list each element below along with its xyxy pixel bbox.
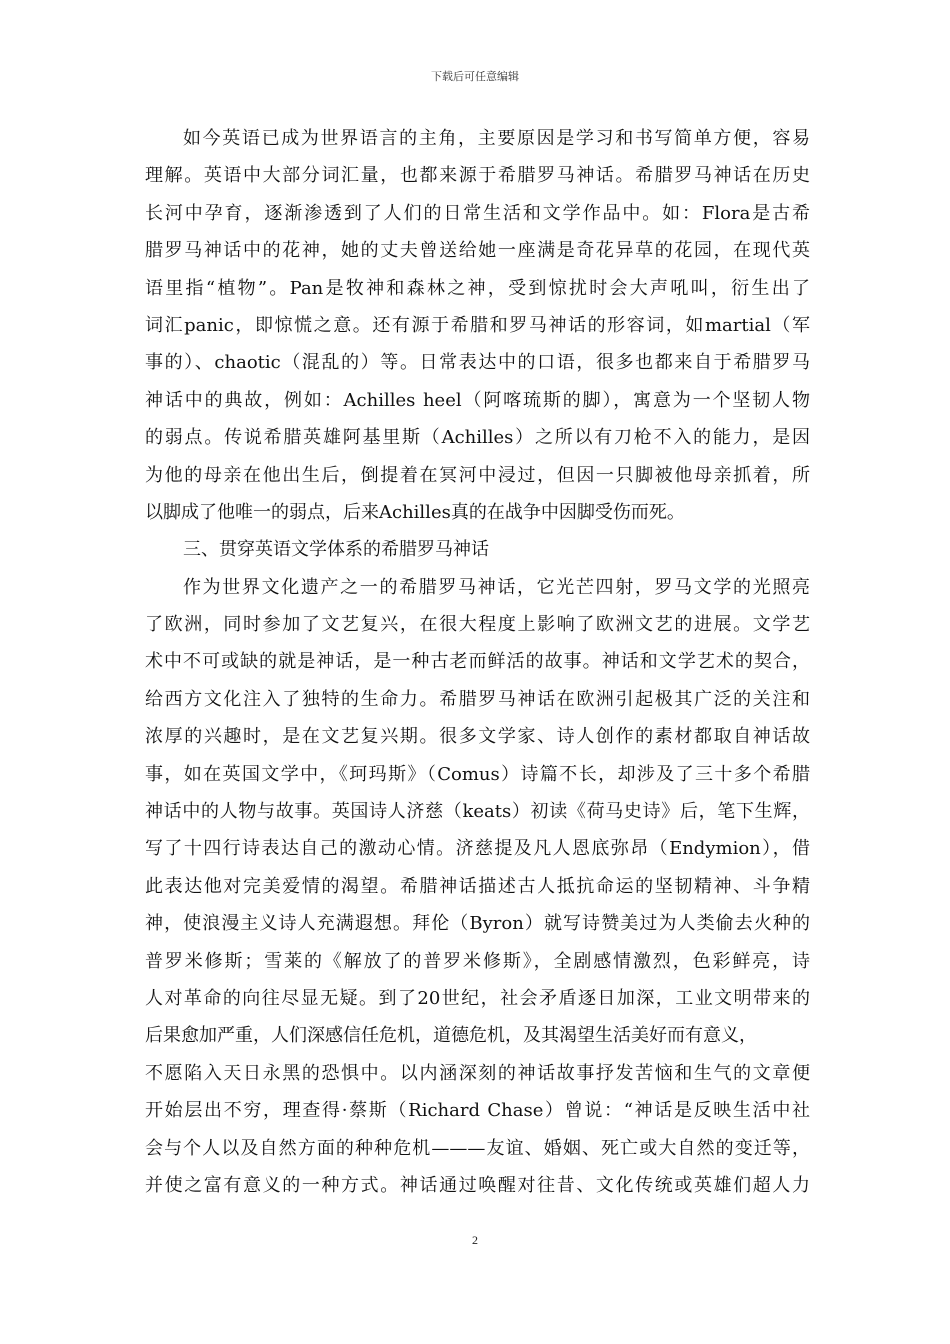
text-line: 以脚成了他唯一的弱点，后来Achilles真的在战争中因脚受伤而死。 — [145, 501, 685, 523]
page-number: 2 — [472, 1233, 478, 1247]
text-line: 神话中的人物与故事。英国诗人济慈（keats）初读《荷马史诗》后，笔下生辉， — [145, 801, 810, 823]
text-line: 神话中的典故，例如：Achilles heel（阿喀琉斯的脚），寓意为一个坚韧人物 — [145, 389, 810, 411]
text-line: 腊罗马神话中的花神，她的丈夫曾送给她一座满是奇花异草的花园，在现代英 — [145, 240, 810, 262]
section-heading: 三、贯穿英语文学体系的希腊罗马神话 — [183, 539, 489, 561]
text-line: 并使之富有意义的一种方式。神话通过唤醒对往昔、文化传统或英雄们超人力 — [145, 1174, 810, 1196]
text-line: 为他的母亲在他出生后，倒提着在冥河中浸过，但因一只脚被他母亲抓着，所 — [145, 464, 810, 486]
text-line: 如今英语已成为世界语言的主角，主要原因是学习和书写简单方便，容易 — [183, 128, 810, 149]
text-line: 神，使浪漫主义诗人充满遐想。拜伦（Byron）就写诗赞美过为人类偷去火种的 — [145, 913, 810, 935]
text-line: 词汇panic，即惊慌之意。还有源于希腊和罗马神话的形容词，如martial（军 — [145, 314, 810, 336]
text-line: 开始层出不穷，理查得·蔡斯（Richard Chase）曾说：“神话是反映生活中社 — [145, 1100, 810, 1122]
text-line: 语里指“植物”。Pan是牧神和森林之神，受到惊扰时会大声吼叫，衍生出了 — [145, 277, 810, 299]
page-header: 下载后可任意编辑 — [431, 70, 519, 83]
text-line: 普罗米修斯；雪莱的《解放了的普罗米修斯》，全剧感情激烈，色彩鲜亮，诗 — [145, 950, 810, 972]
text-line: 事，如在英国文学中，《珂玛斯》（Comus）诗篇不长，却涉及了三十多个希腊 — [145, 763, 810, 785]
text-line: 会与个人以及自然方面的种种危机———友谊、婚姻、死亡或大自然的变迁等， — [145, 1137, 810, 1159]
text-line: 了欧洲，同时参加了文艺复兴，在很大程度上影响了欧洲文艺的进展。文学艺 — [145, 614, 810, 636]
text-line: 写了十四行诗表达自己的激动心情。济慈提及凡人恩底弥昂（Endymion），借 — [145, 838, 810, 860]
text-line: 的弱点。传说希腊英雄阿基里斯（Achilles）之所以有刀枪不入的能力，是因 — [145, 427, 810, 449]
text-line: 作为世界文化遗产之一的希腊罗马神话，它光芒四射，罗马文学的光照亮 — [183, 576, 810, 598]
document-body — [145, 120, 810, 1204]
text-line: 长河中孕育，逐渐渗透到了人们的日常生活和文学作品中。如：Flora是古希 — [145, 202, 810, 224]
text-line: 后果愈加严重，人们深感信任危机，道德危机，及其渴望生活美好而有意义， — [145, 1025, 757, 1047]
text-line: 理解。英语中大部分词汇量，也都来源于希腊罗马神话。希腊罗马神话在历史 — [145, 165, 810, 187]
text-line: 不愿陷入天日永黑的恐惧中。以内涵深刻的神话故事抒发苦恼和生气的文章便 — [145, 1062, 810, 1084]
text-line: 术中不可或缺的就是神话，是一种古老而鲜活的故事。神话和文学艺术的契合， — [145, 651, 810, 673]
text-line: 此表达他对完美爱情的渴望。希腊神话描述古人抵抗命运的坚韧精神、斗争精 — [145, 875, 810, 897]
text-line: 人对革命的向往尽显无疑。到了20世纪，社会矛盾逐日加深，工业文明带来的 — [145, 987, 810, 1009]
text-line: 浓厚的兴趣时，是在文艺复兴期。很多文学家、诗人创作的素材都取自神话故 — [145, 726, 810, 748]
text-line: 事的）、chaotic（混乱的）等。日常表达中的口语，很多也都来自于希腊罗马 — [145, 352, 810, 374]
text-line: 给西方文化注入了独特的生命力。希腊罗马神话在欧洲引起极其广泛的关注和 — [145, 688, 810, 710]
